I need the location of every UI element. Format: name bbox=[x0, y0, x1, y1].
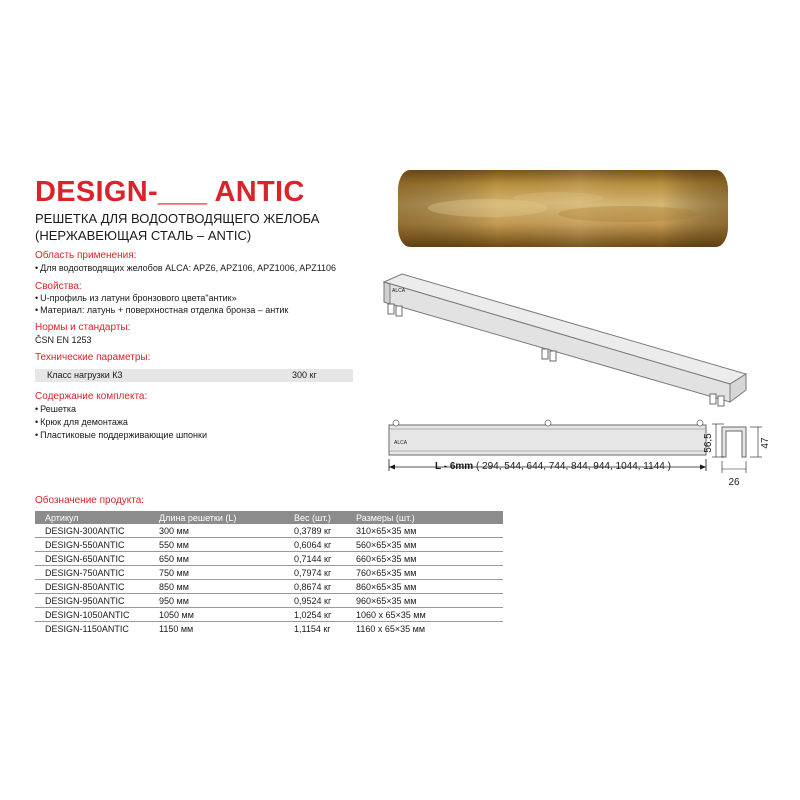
length-formula: L - 6mm bbox=[435, 461, 474, 472]
cell-article: DESIGN-1150ANTIC bbox=[45, 623, 129, 634]
table-row bbox=[35, 622, 503, 636]
table-row bbox=[35, 552, 503, 566]
grate-3d-drawing bbox=[380, 262, 750, 412]
cell-dimensions: 860×65×35 мм bbox=[346, 580, 503, 594]
grate-dimension-drawing bbox=[384, 415, 774, 490]
cell-length: 850 мм bbox=[149, 580, 284, 594]
technical-heading: Технические параметры: bbox=[35, 352, 151, 363]
articles-table bbox=[35, 511, 503, 635]
standards-heading: Нормы и стандарты: bbox=[35, 322, 131, 333]
column-header-article: Артикул bbox=[35, 511, 149, 524]
cell-dimensions: 960×65×35 мм bbox=[346, 594, 503, 608]
table-row bbox=[35, 566, 503, 580]
bullet-icon: • bbox=[35, 430, 39, 440]
bullet-icon: • bbox=[35, 263, 39, 273]
cell-weight: 1,0254 кг bbox=[284, 608, 346, 622]
cell-length: 1150 мм bbox=[159, 623, 194, 634]
load-class-value: 300 кг bbox=[292, 370, 317, 380]
cell-dimensions: 310×65×35 мм bbox=[346, 524, 503, 538]
subtitle-line-1: РЕШЕТКА ДЛЯ ВОДООТВОДЯЩЕГО ЖЕЛОБА bbox=[35, 211, 320, 226]
product-designation-heading: Обозначение продукта: bbox=[35, 495, 145, 506]
subtitle-line-2: (НЕРЖАВЕЮЩАЯ СТАЛЬ – ANTIC) bbox=[35, 228, 252, 243]
contents-item bbox=[35, 417, 128, 428]
application-item-text: Для водоотводящих желобов ALCA: APZ6, APZ106, APZ1006, APZ1106 bbox=[40, 263, 337, 273]
cell-weight: 0,8674 кг bbox=[284, 580, 346, 594]
cell-length: 300 мм bbox=[149, 524, 284, 538]
table-row bbox=[35, 538, 503, 552]
bullet-icon: • bbox=[35, 417, 39, 427]
cell-length: 650 мм bbox=[149, 552, 284, 566]
contents-item bbox=[35, 404, 76, 415]
bullet-icon: • bbox=[35, 293, 39, 303]
contents-item-text: Решетка bbox=[40, 404, 76, 414]
table-row bbox=[35, 594, 503, 608]
product-title: DESIGN-___ ANTIC bbox=[35, 176, 305, 208]
cell-length: 750 мм bbox=[149, 566, 284, 580]
antic-surface-swatch bbox=[398, 170, 728, 247]
cell-dimensions: 760×65×35 мм bbox=[346, 566, 503, 580]
contents-item-text: Пластиковые поддерживающие шпонки bbox=[40, 430, 207, 440]
cell-dimensions: 660×65×35 мм bbox=[346, 552, 503, 566]
properties-heading: Свойства: bbox=[35, 281, 82, 292]
cell-weight: 0,7974 кг bbox=[284, 566, 346, 580]
cell-length: 550 мм bbox=[149, 538, 284, 552]
standards-value: ČSN EN 1253 bbox=[35, 335, 92, 345]
dim-height-outer: 56,5 bbox=[703, 433, 714, 453]
cell-dimensions: 1060 х 65×35 мм bbox=[346, 608, 503, 622]
column-header-weight: Вес (шт.) bbox=[284, 511, 346, 524]
cell-article: DESIGN-1050ANTIC bbox=[35, 608, 149, 622]
table-row bbox=[35, 580, 503, 594]
cell-weight: 0,6064 кг bbox=[284, 538, 346, 552]
cell-article: DESIGN-750ANTIC bbox=[35, 566, 149, 580]
cell-dimensions: 560×65×35 мм bbox=[346, 538, 503, 552]
application-heading: Область применения: bbox=[35, 250, 137, 261]
column-header-length: Длина решетки (L) bbox=[149, 511, 284, 524]
bullet-icon: • bbox=[35, 404, 39, 414]
dim-height-inner: 47 bbox=[760, 437, 771, 449]
cell-length: 1050 мм bbox=[149, 608, 284, 622]
contents-item bbox=[35, 430, 207, 441]
dim-width: 26 bbox=[728, 477, 740, 488]
cell-article: DESIGN-300ANTIC bbox=[35, 524, 149, 538]
cell-article: DESIGN-650ANTIC bbox=[35, 552, 149, 566]
length-dimension-label bbox=[435, 461, 671, 472]
cell-weight: 0,9524 кг bbox=[284, 594, 346, 608]
contents-heading: Содержание комплекта: bbox=[35, 391, 148, 402]
cell-weight: 1,1154 кг bbox=[294, 623, 331, 634]
cell-article: DESIGN-850ANTIC bbox=[35, 580, 149, 594]
properties-item bbox=[35, 305, 288, 316]
contents-item-text: Крюк для демонтажа bbox=[40, 417, 128, 427]
application-item bbox=[35, 263, 336, 274]
table-row bbox=[35, 608, 503, 622]
load-class-label: Класс нагрузки К3 bbox=[47, 370, 123, 380]
cell-article: DESIGN-950ANTIC bbox=[35, 594, 149, 608]
cell-dimensions: 1160 х 65×35 мм bbox=[356, 623, 426, 634]
cell-weight: 0,7144 кг bbox=[284, 552, 346, 566]
table-header-row bbox=[35, 511, 503, 524]
column-header-dimensions: Размеры (шт.) bbox=[346, 511, 503, 524]
cell-article: DESIGN-550ANTIC bbox=[35, 538, 149, 552]
table-row bbox=[35, 524, 503, 538]
svg-text:ALCA: ALCA bbox=[394, 440, 408, 446]
bullet-icon: • bbox=[35, 305, 39, 315]
properties-item bbox=[35, 293, 237, 304]
cell-weight: 0,3789 кг bbox=[284, 524, 346, 538]
alca-logo-mark: ALCA bbox=[392, 288, 406, 294]
length-values: ( 294, 544, 644, 744, 844, 944, 1044, 1144 ) bbox=[473, 461, 671, 472]
properties-item-text: Материал: латунь + поверхностная отделка бронза – антик bbox=[40, 305, 289, 315]
load-class-row bbox=[35, 369, 353, 382]
product-subtitle bbox=[35, 210, 319, 244]
properties-item-text: U-профиль из латуни бронзового цвета"антик» bbox=[40, 293, 237, 303]
cell-length: 950 мм bbox=[149, 594, 284, 608]
